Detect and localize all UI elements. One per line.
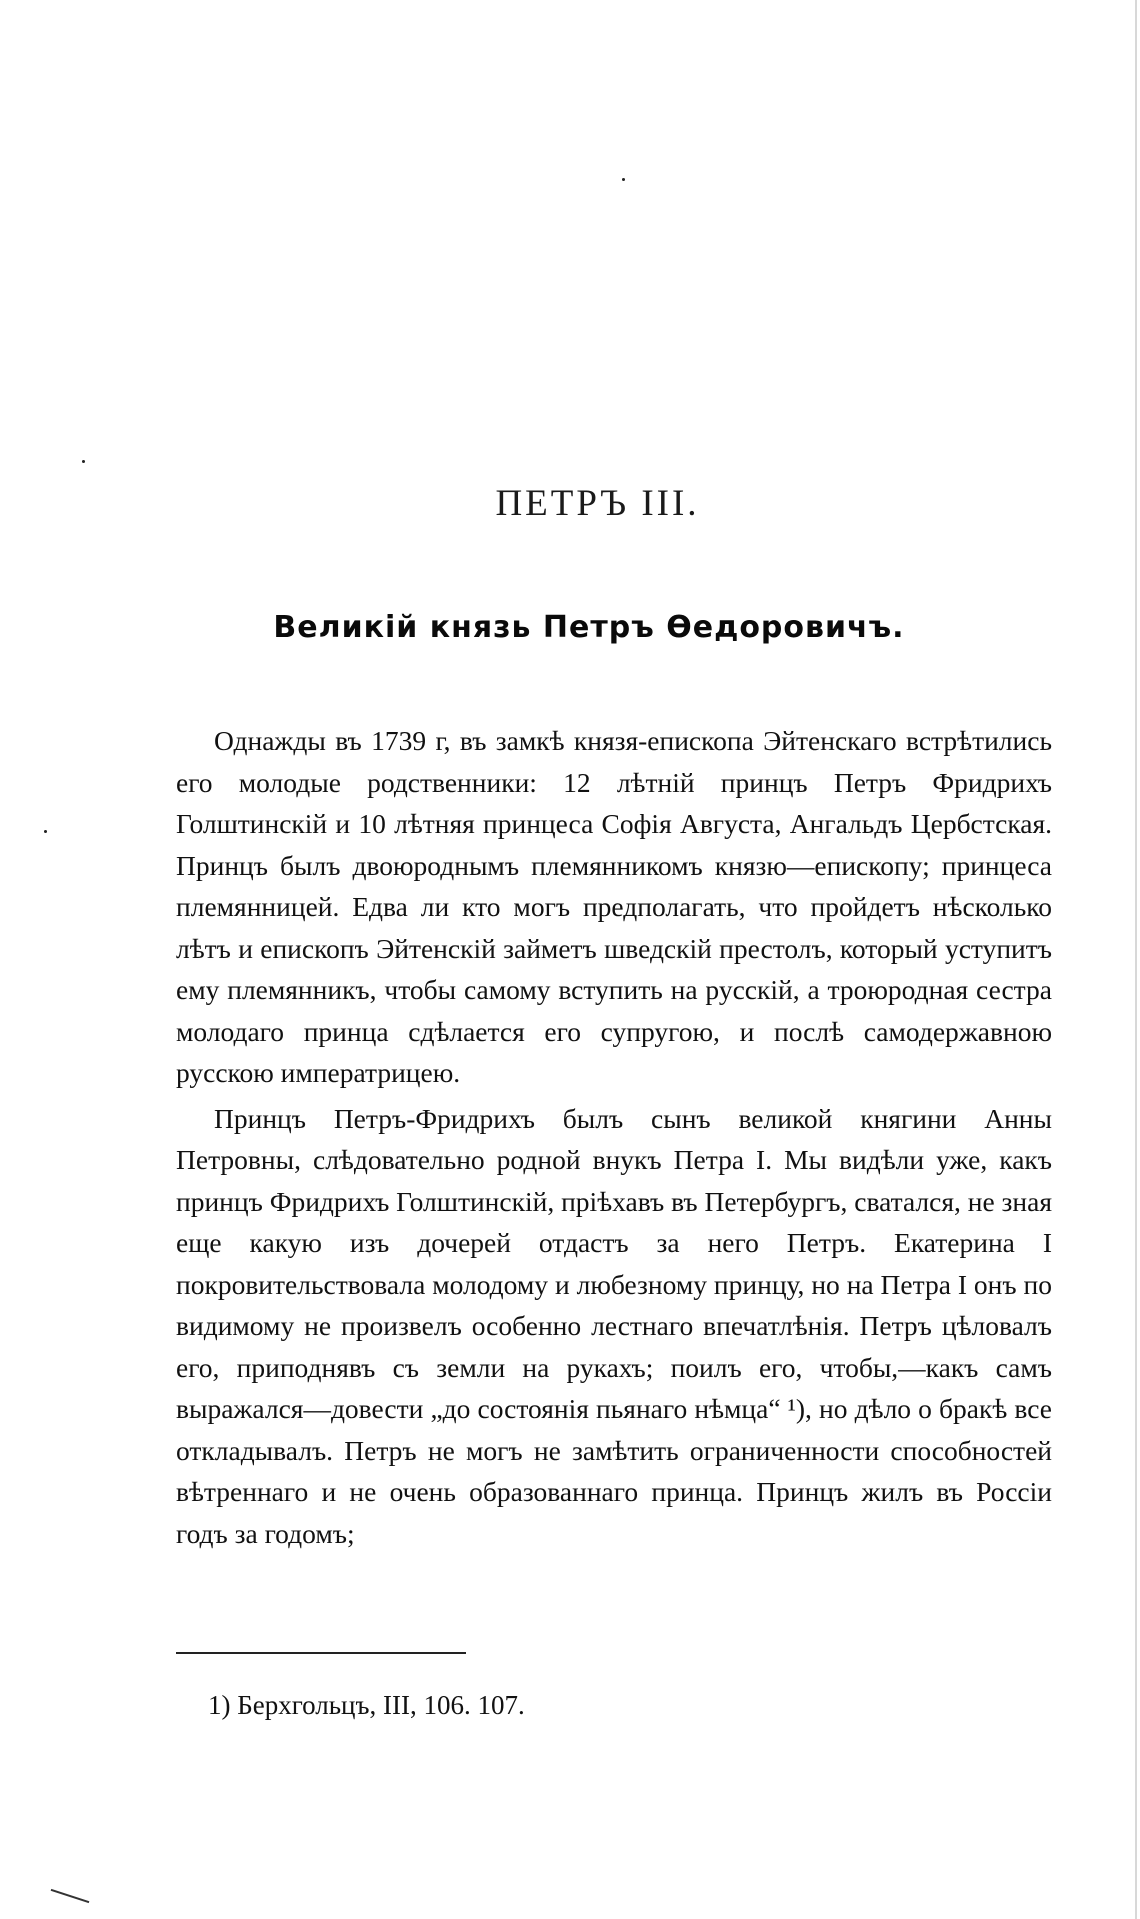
- paragraph: Принцъ Петръ-Фридрихъ былъ сынъ великой княгини Анны Петровны, слѣдовательно родной внукъ Петра I. Мы видѣли уже, какъ принцъ Фридрихъ Голштинскій, пріѣхавъ въ Петербургъ, сватался, не зная еще какую изъ дочерей отдастъ за него Петръ. Екатерина I покровительствовала молодому и любезному принцу, но на Петра I онъ по видимому не произвелъ особенно лестнаго впечатлѣнія. Петръ цѣловалъ его, приподнявъ съ земли на рукахъ; поилъ его, чтобы,—какъ самъ выражался—довести „до состоянія пьянаго нѣмца“ ¹), но дѣло о бракѣ все откладывалъ. Петръ не могъ не замѣтить ограниченности способностей вѣтреннаго и не очень образованнаго принца. Принцъ жилъ въ Россіи годъ за годомъ;: [176, 1102, 1052, 1549]
- paragraph: Однажды въ 1739 г, въ замкѣ князя-епископа Эйтенскаго встрѣтились его молодые родственники: 12 лѣтній принцъ Петръ Фридрихъ Голштинскій и 10 лѣтняя принцеса Софія Августа, Ангальдъ Цербстская. Принцъ былъ двоюроднымъ племянникомъ князю—епископу; принцеса племянницей. Едва ли кто могъ предполагать, что пройдетъ нѣсколько лѣтъ и епископъ Эйтенскій займетъ шведскій престолъ, который уступитъ ему племянникъ, чтобы самому вступить на русскій, а троюродная сестра молодаго принца сдѣлается его супругою, и послѣ самодержавною русскою императрицею.: [176, 725, 1052, 1088]
- scan-mark: [51, 1889, 90, 1903]
- scan-speck: [82, 460, 85, 463]
- scan-speck: [44, 830, 47, 833]
- chapter-title: ПЕТРЪ III.: [495, 483, 700, 524]
- section-title: Великій князь Петръ Ѳедоровичъ.: [273, 610, 905, 645]
- footnote-separator: [176, 1652, 466, 1654]
- body-text: [176, 720, 1052, 1554]
- scan-speck: [622, 178, 625, 181]
- page-edge: [1135, 0, 1137, 1919]
- footnote: 1) Берхгольцъ, III, 106. 107.: [208, 1690, 525, 1720]
